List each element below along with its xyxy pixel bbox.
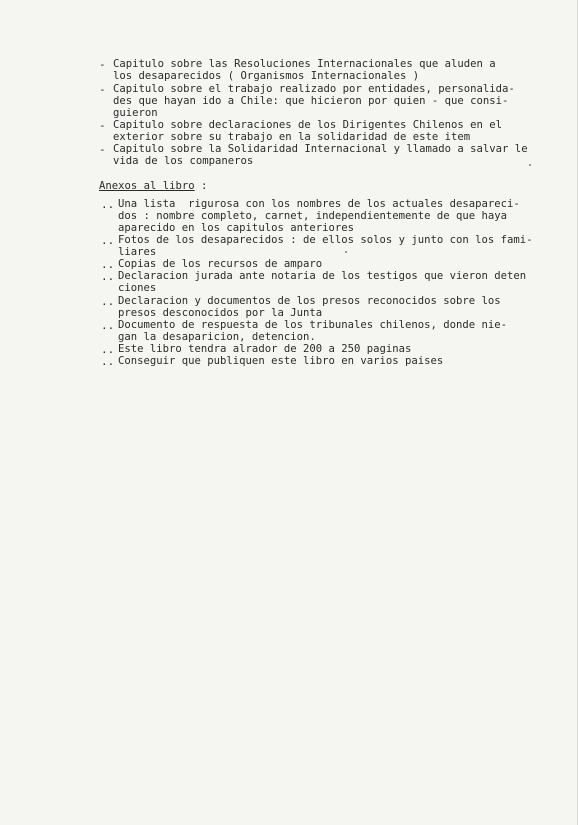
annex-6-line-1: Documento de respuesta de los tribunales chilenos, donde nie- xyxy=(118,319,508,331)
chapter-2-line-3: guieron xyxy=(113,107,158,119)
annex-4-line-2: ciones xyxy=(118,282,157,294)
annex-1-line-1: Una lista rigurosa con los nombres de los actuales desapareci- xyxy=(118,198,520,210)
annex-6-line-2: gan la desaparicion, detencion. xyxy=(118,331,316,343)
scan-speck xyxy=(529,164,531,166)
chapter-2-marker: - xyxy=(99,83,106,96)
annex-2-line-2: liares xyxy=(118,246,157,258)
chapter-2-line-1: Capitulo sobre el trabajo realizado por entidades, personalida- xyxy=(113,83,515,95)
annex-4-line-1: Declaracion jurada ante notaria de los testigos que vieron deten xyxy=(118,270,527,282)
annex-8-line-1: Conseguir que publiquen este libro en varios paises xyxy=(118,355,444,367)
annex-2-marker: .. xyxy=(101,234,115,247)
annex-heading-label: Anexos al libro xyxy=(99,180,195,192)
chapter-4-marker: - xyxy=(99,143,106,156)
annex-heading-colon: : xyxy=(194,180,208,192)
scan-speck xyxy=(345,251,347,253)
chapter-4-line-2: vida de los companeros xyxy=(113,155,254,167)
chapter-1-line-1: Capitulo sobre las Resoluciones Internacionales que aluden a xyxy=(113,58,496,70)
annex-7-marker: .. xyxy=(101,343,115,356)
chapter-4-line-1: Capitulo sobre la Solidaridad Internacional y llamado a salvar le xyxy=(113,143,528,155)
annex-3-marker: .. xyxy=(101,258,115,271)
chapter-2-line-2: des que hayan ido a Chile: que hicieron por quien - que consi- xyxy=(113,95,509,107)
annex-2-line-1: Fotos de los desaparecidos : de ellos solos y junto con los fami- xyxy=(118,234,533,246)
chapter-3-line-1: Capitulo sobre declaraciones de los Dirigentes Chilenos en el xyxy=(113,119,503,131)
chapter-3-marker: - xyxy=(99,119,106,132)
chapter-1-line-2: los desaparecidos ( Organismos Internacionales ) xyxy=(113,70,420,82)
annex-5-line-2: presos desconocidos por la Junta xyxy=(118,307,323,319)
annex-4-marker: .. xyxy=(101,270,115,283)
annex-heading xyxy=(99,181,207,193)
annex-5-line-1: Declaracion y documentos de los presos reconocidos sobre los xyxy=(118,295,501,307)
annex-1-marker: .. xyxy=(101,198,115,211)
annex-1-line-3: aparecido en los capitulos anteriores xyxy=(118,222,354,234)
annex-7-line-1: Este libro tendra alrador de 200 a 250 paginas xyxy=(118,343,412,355)
annex-1-line-2: dos : nombre completo, carnet, independientemente de que haya xyxy=(118,210,508,222)
annex-3-line-1: Copias de los recursos de amparo xyxy=(118,258,323,270)
annex-6-marker: .. xyxy=(101,319,115,332)
annex-8-marker: .. xyxy=(101,355,115,368)
chapter-3-line-2: exterior sobre su trabajo en la solidaridad de este item xyxy=(113,131,471,143)
annex-5-marker: .. xyxy=(101,295,115,308)
chapter-1-marker: - xyxy=(99,58,106,71)
